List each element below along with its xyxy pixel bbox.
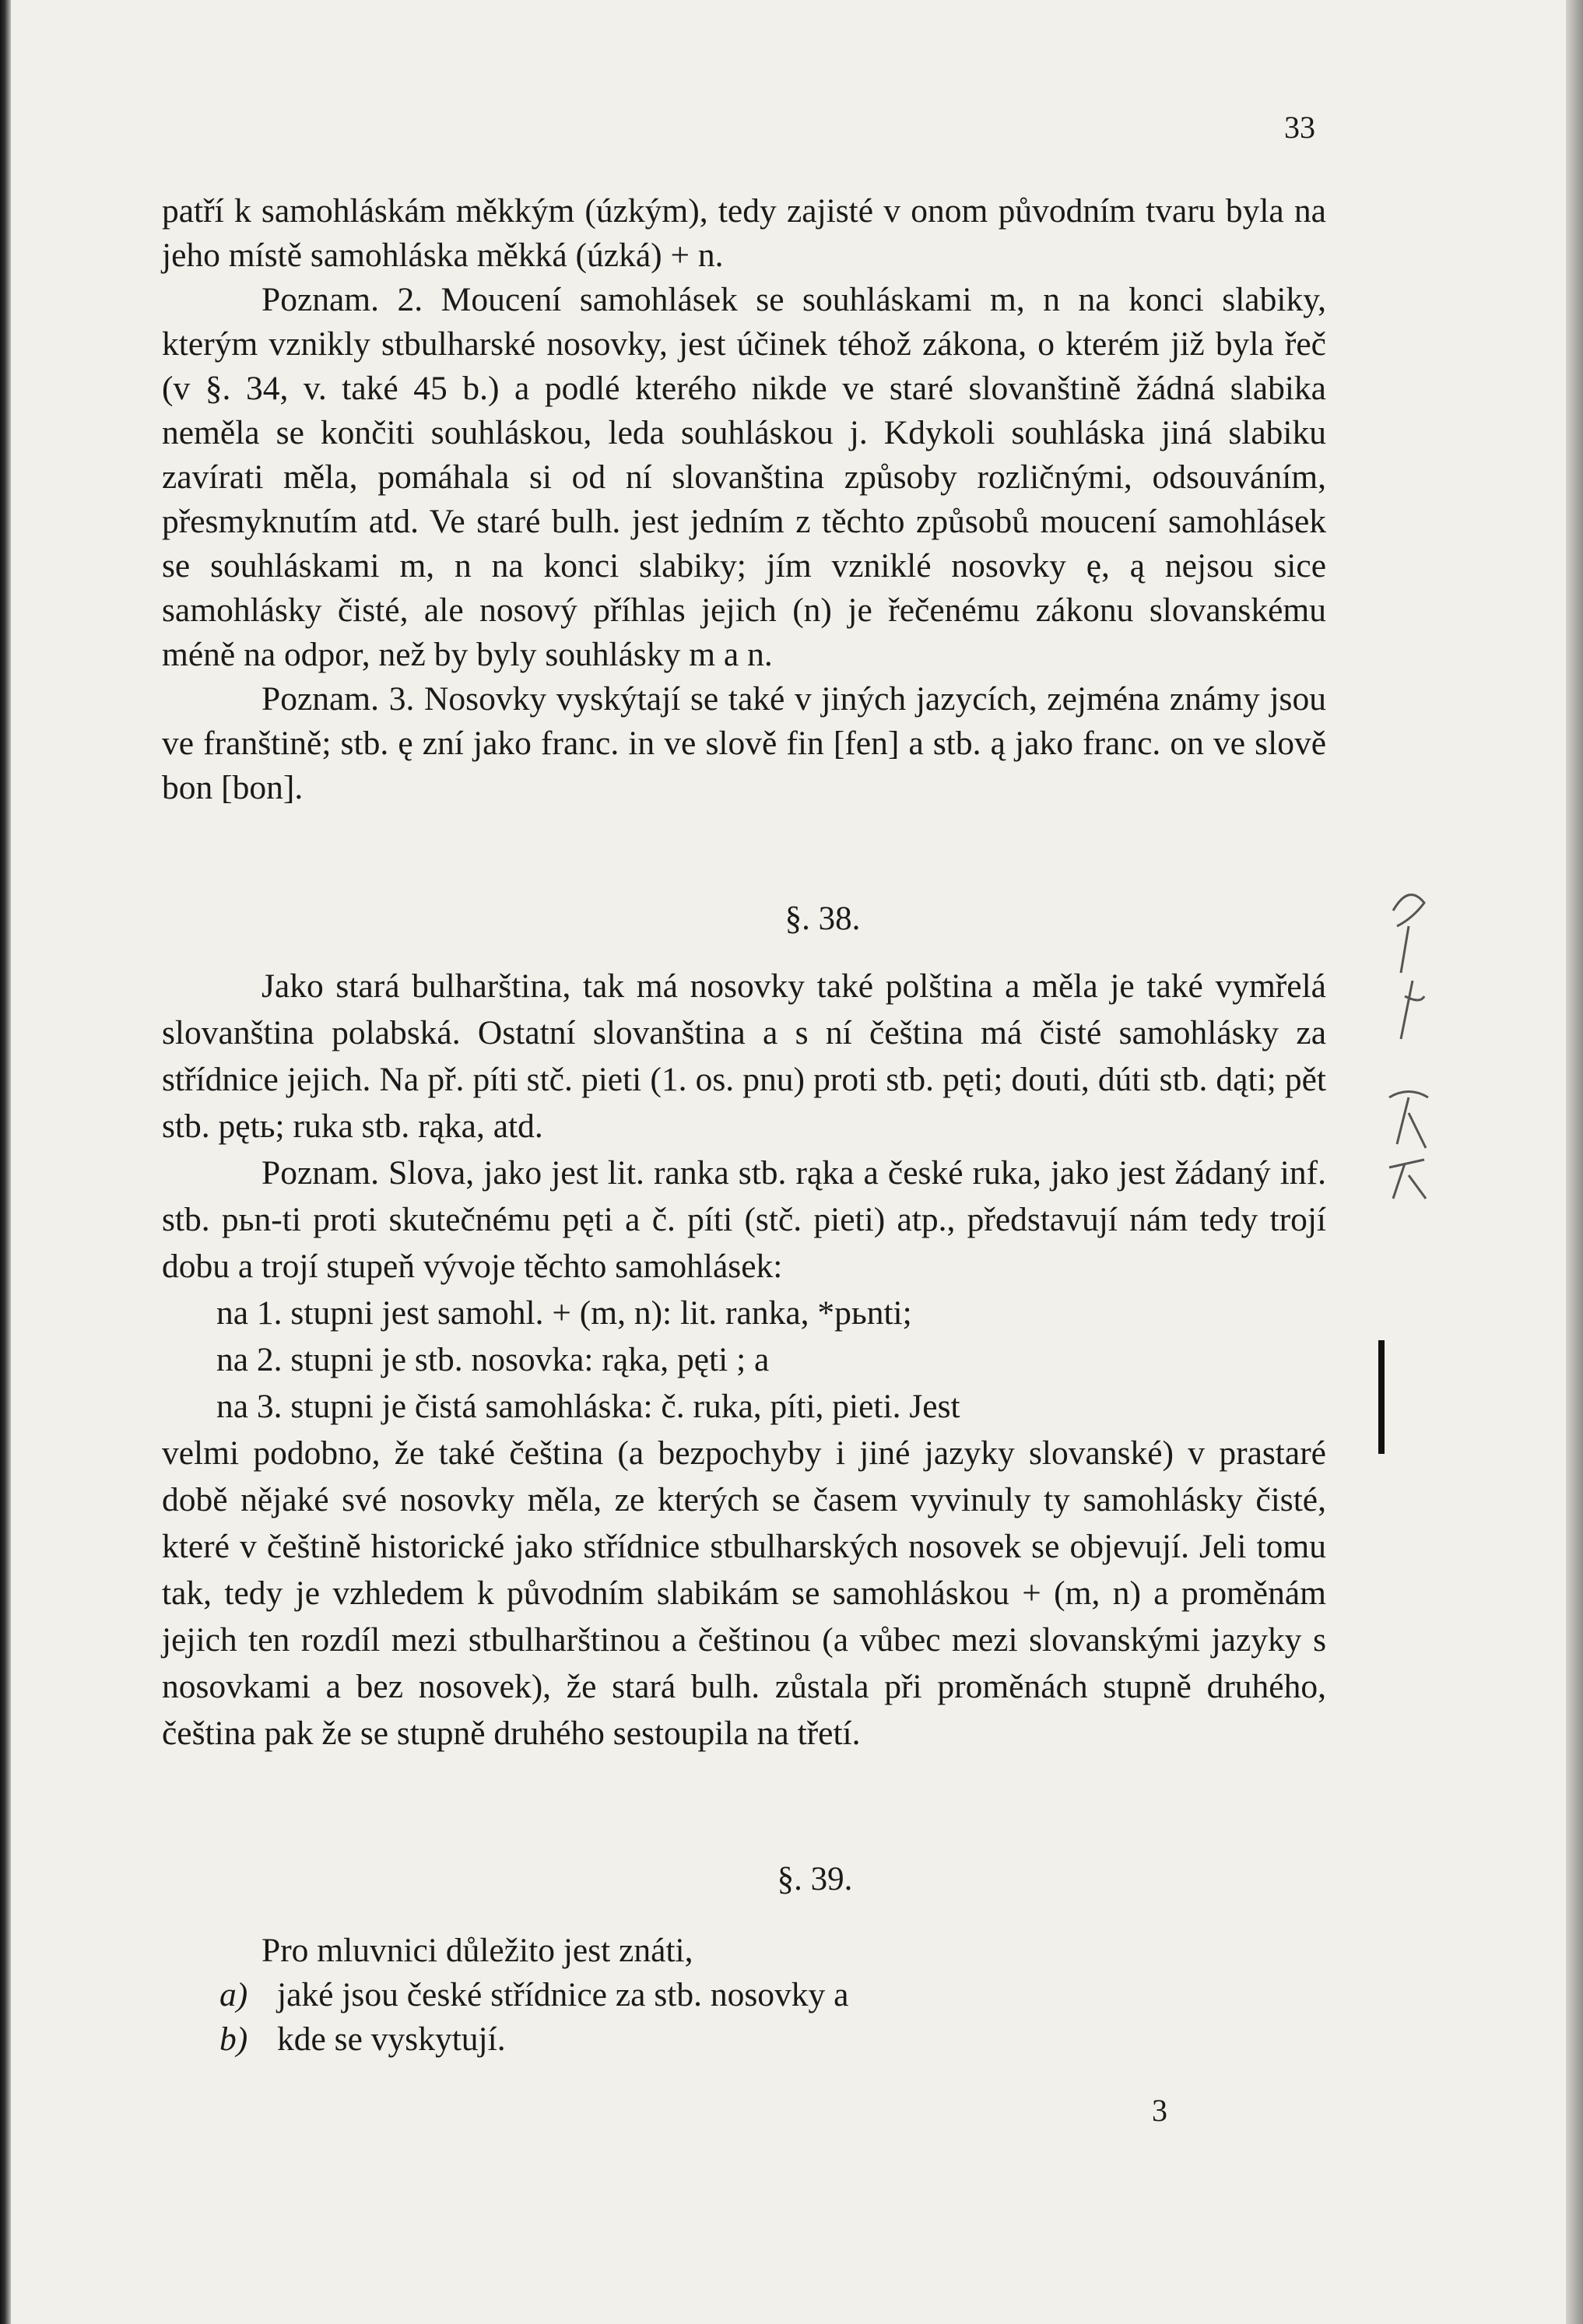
note-2: Poznam. 2. Moucení samohlásek se souhláskami m, n na konci slabiky, kterým vznikly stbulharské nosovky, jest účinek téhož zákona, o kterém již byla řeč (v §. 34, v. také 45 b.) a podlé kterého nikde ve staré slovanštině žádná slabika neměla se končiti souhláskou, leda souhláskou j. Kdykoli souhláska jiná slabiku zavírati měla, pomáhala si od ní slovanština způsoby rozličnými, odsouváním, přesmyknutím atd. Ve staré bulh. jest jedním z těchto způsobů moucení samohlásek se souhláskami m, n na konci slabiky; jím vzniklé nosovky ę, ą nejsou sice samohlásky čisté, ale nosový příhlas jejich (n) je řečenému zákonu slovanskému méně na odpor, než by byly souhlásky m a n. [162, 281, 1326, 673]
stage-1: na 1. stupni jest samohl. + (m, n): lit. ranka, *pьnti; [216, 1294, 912, 1332]
list-text: kde se vyskytují. [277, 2020, 506, 2058]
section-38-heading: §. 38. [784, 900, 861, 937]
section-39-body [162, 1929, 1326, 2062]
section-39-intro: Pro mluvnici důležito jest znáti, [261, 1932, 693, 1969]
page-number: 33 [1284, 110, 1315, 145]
signature-mark: 3 [1152, 2093, 1167, 2128]
section-38-body [162, 963, 1326, 1757]
note-3: Poznam. 3. Nosovky vyskýtají se také v jiných jazycích, zejména známy jsou ve franštině; stb. ę zní jako franc. in ve slově fin [fen] a stb. ą jako franc. on ve slově bon [bon]. [162, 680, 1326, 806]
list-item [219, 2017, 1326, 2062]
list-label: b) [219, 2020, 248, 2058]
scan-edge-left [0, 0, 11, 2324]
margin-bar-mark [1378, 1340, 1385, 1454]
stages-list [216, 1290, 1326, 1430]
list-label: a) [219, 1976, 248, 2013]
top-paragraphs [162, 189, 1326, 810]
section-38-note-intro: Poznam. Slova, jako jest lit. ranka stb. rąka a české ruka, jako jest žádaný inf. stb. pьn-ti proti skutečnému pęti a č. píti (stč. pieti) atp., představují nám tedy trojí dobu a trojí stupeň vývoje těchto samohlásek: [162, 1154, 1326, 1285]
section-38-paragraph: Jako stará bulharština, tak má nosovky také polština a měla je také vymřelá slovanština polabská. Ostatní slovanština a s ní čeština má čisté samohlásky za střídnice jejich. Na př. píti stč. pieti (1. os. pnu) proti stb. pęti; douti, dúti stb. dąti; pět stb. pętь; ruka stb. rąka, atd. [162, 967, 1326, 1145]
stage-3: na 3. stupni je čistá samohláska: č. ruka, píti, pieti. Jest [216, 1388, 960, 1425]
list-item [219, 1973, 1326, 2017]
section-39-heading: §. 39. [777, 1861, 853, 1897]
paragraph-continuation: patří k samohláskám měkkým (úzkým), tedy zajisté v onom původním tvaru byla na jeho místě samohláska měkká (úzká) + n. [162, 192, 1326, 274]
section-38-note-rest: velmi podobno, že také čeština (a bezpochyby i jiné jazyky slovanské) v prastaré době nějaké své nosovky měla, ze kterých se časem vyvinuly ty samohlásky čisté, které v češtině historické jako střídnice stbulharských nosovek se objevují. Jeli tomu tak, tedy je vzhledem k původním slabikám se samohláskou + (m, n) a proměnám jejich ten rozdíl mezi stbulharštinou a češtinou (a vůbec mezi slovanskými jazyky s nosovkami a bez nosovek), že stará bulh. zůstala při proměnách stupně druhého, čeština pak že se stupně druhého sestoupila na třetí. [162, 1434, 1326, 1752]
stage-2: na 2. stupni je stb. nosovka: rąka, pęti ; a [216, 1341, 770, 1378]
list-text: jaké jsou české střídnice za stb. nosovky a [277, 1976, 849, 2013]
scan-edge-right [1566, 0, 1583, 2324]
margin-handwriting-mark [1378, 879, 1440, 1206]
